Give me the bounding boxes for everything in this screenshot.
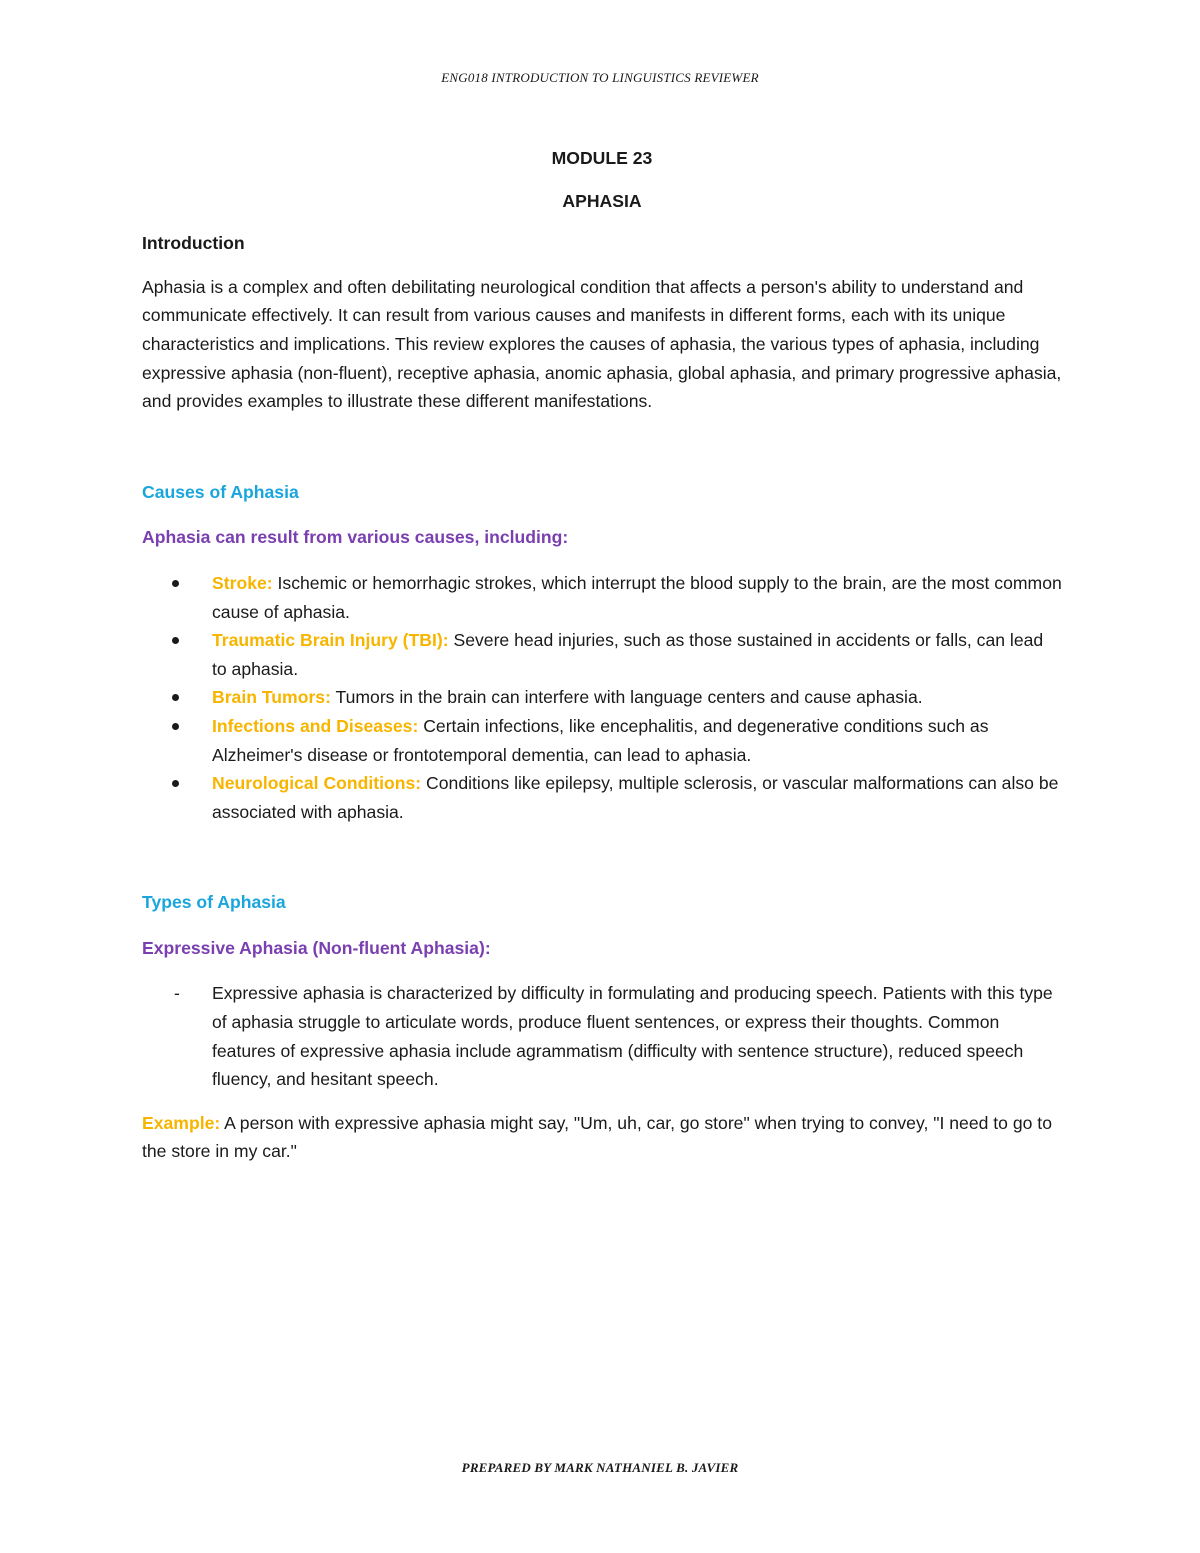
bullet-icon — [172, 780, 179, 787]
document-body — [142, 140, 1062, 1166]
introduction-paragraph: Aphasia is a complex and often debilitating neurological condition that affects a person's ability to understand and communicate effectively. It can result from various causes and manifests in different forms, each with its unique characteristics and implications. This review explores the causes of aphasia, the various types of aphasia, including expressive aphasia (non-fluent), receptive aphasia, anomic aphasia, global aphasia, and primary progressive aphasia, and provides examples to illustrate these different manifestations. — [142, 276, 1062, 412]
expressive-aphasia-description — [142, 979, 1062, 1093]
cause-item-stroke — [142, 569, 1062, 626]
example-paragraph — [142, 1109, 1062, 1166]
expressive-aphasia-list — [142, 979, 1062, 1093]
cause-text: Certain infections, like encephalitis, and degenerative conditions such as Alzheimer's disease or frontotemporal dementia, can lead to aphasia. — [212, 715, 989, 765]
cause-text: Conditions like epilepsy, multiple sclerosis, or vascular malformations can also be associated with aphasia. — [212, 773, 1059, 822]
causes-list — [142, 569, 1062, 826]
subject-title: APHASIA — [562, 190, 642, 211]
cause-text: Ischemic or hemorrhagic strokes, which interrupt the blood supply to the brain, are the most common cause of aphasia. — [212, 572, 1062, 622]
example-text: A person with expressive aphasia might say, "Um, uh, car, go store" when trying to convey, "I need to go to the store in my car." — [142, 1112, 1052, 1162]
cause-term: Neurological Conditions: — [212, 773, 422, 794]
causes-subheading: Aphasia can result from various causes, including: — [142, 527, 569, 548]
bullet-icon — [172, 580, 179, 587]
cause-term: Stroke: — [212, 572, 273, 593]
bullet-icon — [172, 637, 179, 644]
cause-item-infections — [142, 712, 1062, 769]
cause-text: Severe head injuries, such as those sustained in accidents or falls, can lead to aphasia. — [212, 630, 1044, 679]
cause-term: Infections and Diseases: — [212, 715, 419, 736]
introduction-label: Introduction — [142, 233, 245, 254]
page-footer: PREPARED BY MARK NATHANIEL B. JAVIER — [461, 1460, 739, 1475]
cause-text: Tumors in the brain can interfere with language centers and cause aphasia. — [330, 687, 923, 708]
bullet-icon — [172, 694, 179, 701]
cause-item-tbi — [142, 626, 1062, 683]
cause-term: Brain Tumors: — [212, 687, 331, 708]
dash-marker: - — [174, 983, 180, 1004]
example-label: Example: — [142, 1112, 221, 1133]
cause-item-brain-tumors — [142, 683, 1062, 712]
cause-item-neurological — [142, 769, 1062, 826]
module-title: MODULE 23 — [551, 148, 653, 168]
causes-heading: Causes of Aphasia — [142, 481, 299, 502]
types-heading: Types of Aphasia — [142, 892, 286, 913]
expressive-aphasia-subheading: Expressive Aphasia (Non-fluent Aphasia): — [142, 937, 491, 958]
page-header: ENG018 INTRODUCTION TO LINGUISTICS REVIEWER — [441, 70, 759, 85]
cause-term: Traumatic Brain Injury (TBI): — [212, 630, 449, 651]
bullet-icon — [172, 723, 179, 730]
description-text: Expressive aphasia is characterized by difficulty in formulating and producing speech. Patients with this type of aphasia struggle to articulate words, produce fluent sentences, or express their thoughts. Common features of expressive aphasia include agrammatism (difficulty with sentence structure), reduced speech fluency, and hesitant speech. — [212, 983, 1053, 1090]
